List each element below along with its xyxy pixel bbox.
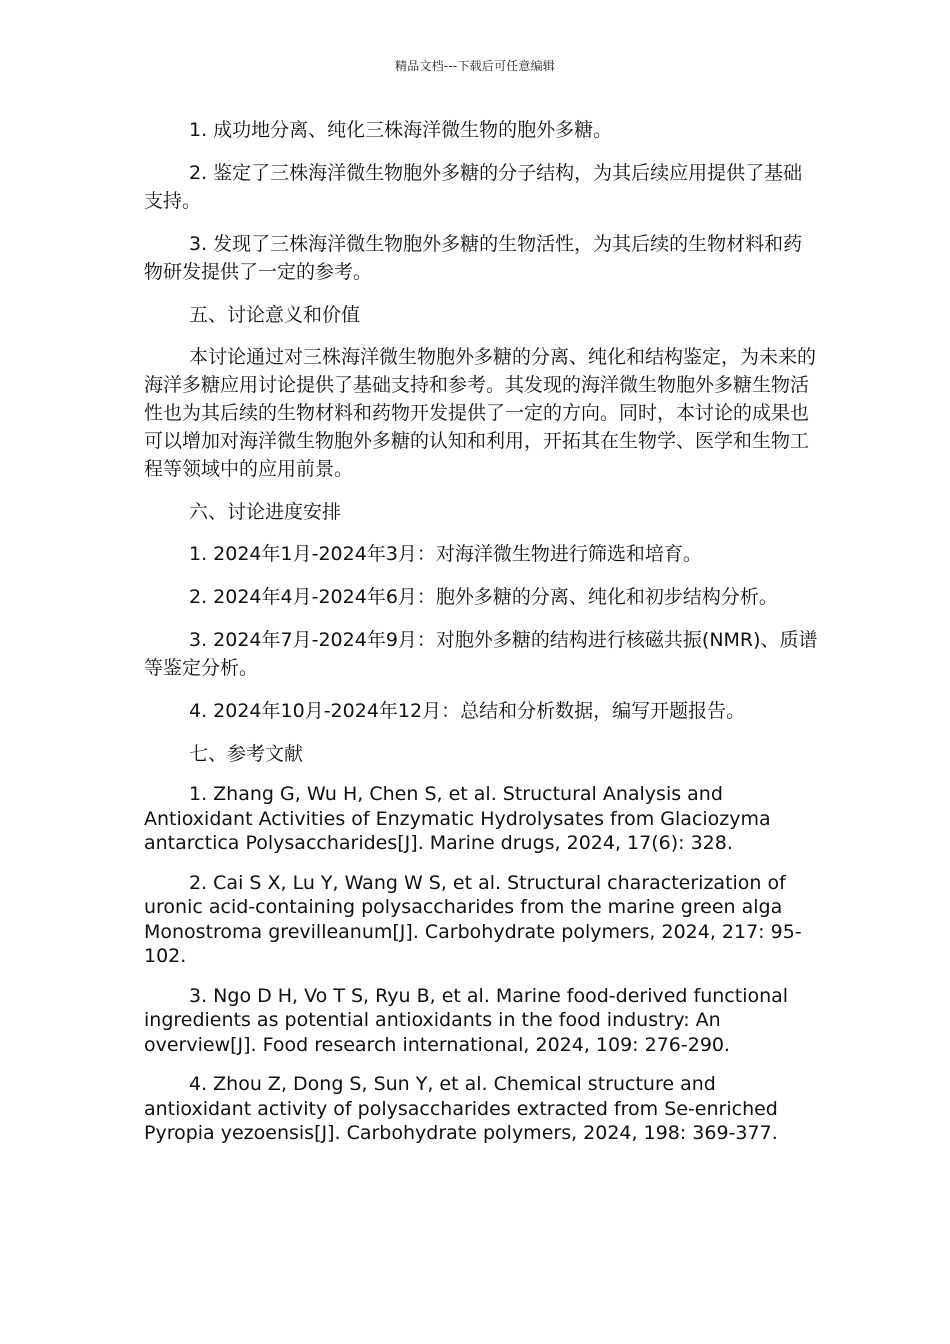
reference-item: 1. Zhang G, Wu H, Chen S, et al. Structural Analysis and Antioxidant Activities of Enzymatic Hydrolysates from Glaciozyma antarctica Polysaccharides[J]. Marine drugs, 2024, 17(6): 328. (144, 783, 771, 854)
reference-item: 3. Ngo D H, Vo T S, Ryu B, et al. Marine food-derived functional ingredients as potential antioxidants in the food industry: An overview[J]. Food research international, 2024, 109: 276-290. (144, 984, 789, 1056)
conclusion-item: 3. 发现了三株海洋微生物胞外多糖的生物活性，为其后续的生物材料和药物研发提供了一定的参考。 (144, 233, 803, 283)
section-heading-schedule: 六、讨论进度安排 (189, 501, 342, 523)
document-body (144, 116, 820, 1161)
schedule-item: 4. 2024年10月-2024年12月：总结和分析数据，编写开题报告。 (189, 700, 746, 722)
reference-item: 2. Cai S X, Lu Y, Wang W S, et al. Structural characterization of uronic acid-containing polysaccharides from the marine green alga Monostroma grevilleanum[J]. Carbohydrate polymers, 2024, 217: 95-102. (144, 871, 802, 967)
schedule-item: 3. 2024年7月-2024年9月：对胞外多糖的结构进行核磁共振(NMR)、质谱等鉴定分析。 (144, 629, 818, 679)
conclusion-item: 1. 成功地分离、纯化三株海洋微生物的胞外多糖。 (189, 119, 613, 141)
significance-paragraph: 本讨论通过对三株海洋微生物胞外多糖的分离、纯化和结构鉴定，为未来的海洋多糖应用讨论提供了基础支持和参考。其发现的海洋微生物胞外多糖生物活性也为其后续的生物材料和药物开发提供了一定的方向。同时，本讨论的成果也可以增加对海洋微生物胞外多糖的认知和利用，开拓其在生物学、医学和生物工程等领域中的应用前景。 (144, 346, 817, 480)
page-header: 精品文档---下载后可任意编辑 (395, 59, 555, 73)
reference-item: 4. Zhou Z, Dong S, Sun Y, et al. Chemical structure and antioxidant activity of polysaccharides extracted from Se-enriched Pyropia yezoensis[J]. Carbohydrate polymers, 2024, 198: 369-377. (144, 1073, 778, 1144)
section-heading-references: 七、参考文献 (189, 743, 304, 765)
schedule-item: 2. 2024年4月-2024年6月：胞外多糖的分离、纯化和初步结构分析。 (189, 586, 778, 608)
conclusion-item: 2. 鉴定了三株海洋微生物胞外多糖的分子结构，为其后续应用提供了基础支持。 (144, 162, 803, 212)
section-heading-significance: 五、讨论意义和价值 (189, 304, 361, 326)
schedule-item: 1. 2024年1月-2024年3月：对海洋微生物进行筛选和培育。 (189, 543, 702, 565)
